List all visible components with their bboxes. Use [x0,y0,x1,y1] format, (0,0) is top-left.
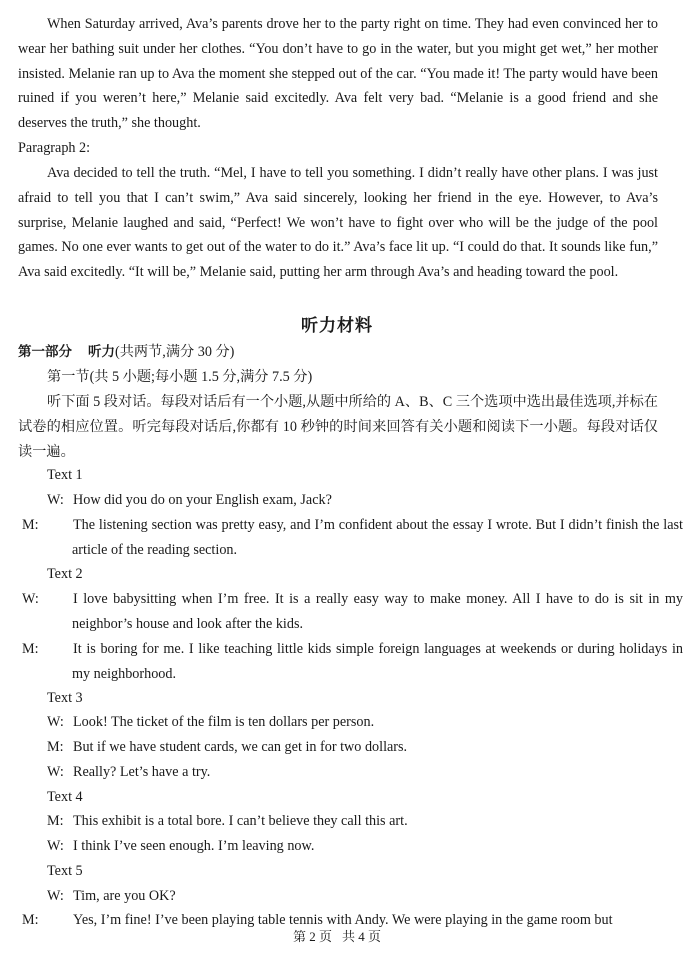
dialogue-text: Really? Let’s have a try. [73,764,211,780]
text-1-label: Text 1 [47,467,83,483]
dialogue-text: It is boring for me. I like teaching little kids simple foreign languages at weekends or during holidays in my neighborhood. [72,641,683,682]
dialogue-line [47,710,374,735]
part-name: 听力 [88,344,115,360]
dialogue-text: Tim, are you OK? [73,888,176,904]
page-number: 第 2 页 [292,929,332,944]
dialogue-line [47,735,407,760]
dialogue-text: I love babysitting when I’m free. It is a really easy way to make money. All I have to do is sit in my neighbor’s house and look after the kids. [72,591,683,632]
speaker-label: M: [47,739,64,755]
speaker-label: W: [47,764,64,780]
text-3-label: Text 3 [47,690,83,706]
dialogue-line [47,809,408,834]
text-2-label: Text 2 [47,566,83,582]
speaker-label: M: [22,641,39,657]
speaker-label: W: [47,492,64,508]
dialogue-text: How did you do on your English exam, Jack? [73,492,332,508]
page-footer [0,927,674,947]
dialogue-line [47,884,176,909]
dialogue-text: But if we have student cards, we can get in for two dollars. [73,739,408,755]
part-detail: (共两节,满分 30 分) [115,344,235,360]
story-paragraph-2: Ava decided to tell the truth. “Mel, I have to tell you something. I didn’t really have other plans. I was just afraid to tell you that I can’t swim,” Ava said sincerely, looking her friend in the eye. However, to Ava’s surprise, Melanie laughed and said, “Perfect! We won’t have to fight over who will be the judge of the pool games. No one ever wants to get out of the water to do it.” Ava’s face lit up. “I could do that. It sounds like fun,” Ava said excitedly. “It will be,” Melanie said, putting her arm through Ava’s and heading toward the pool. [18,165,658,281]
dialogue-line [47,488,332,513]
section-one-heading: 第一节(共 5 小题;每小题 1.5 分,满分 7.5 分) [47,369,313,385]
speaker-label: M: [22,912,39,928]
dialogue-line [47,834,314,859]
speaker-label: W: [22,591,39,607]
part-one-heading [18,340,234,365]
story-paragraph-1: When Saturday arrived, Ava’s parents drove her to the party right on time. They had even convinced her to wear her bathing suit under her clothes. “You don’t have to go in the water, but you might get wet,” her mother insisted. Melanie ran up to Ava the moment she stepped out of the car. “You made it! The party would have been ruined if you weren’t here,” Melanie said excitedly. Ava felt very bad. “Melanie is a good friend and she deserves the truth,” she thought. [18,16,658,132]
paragraph-2-label: Paragraph 2: [18,140,91,156]
speaker-label: M: [22,517,39,533]
dialogue-text: Yes, I’m fine! I’ve been playing table tennis with Andy. We were playing in the game room but [73,912,613,928]
dialogue-line [22,637,683,687]
dialogue-text: I think I’ve seen enough. I’m leaving now. [73,838,315,854]
speaker-label: W: [47,888,64,904]
page-total: 共 4 页 [342,929,382,944]
text-5-label: Text 5 [47,863,83,879]
dialogue-line [22,587,683,637]
speaker-label: M: [47,813,64,829]
dialogue-text: This exhibit is a total bore. I can’t believe they call this art. [73,813,408,829]
dialogue-line [47,760,210,785]
speaker-label: W: [47,714,64,730]
listening-material-title: 听力材料 [301,316,373,336]
part-title: 第一部分 [18,344,72,360]
dialogue-line [22,513,683,563]
listening-instructions: 听下面 5 段对话。每段对话后有一个小题,从题中所给的 A、B、C 三个选项中选出最佳选项,并标在试卷的相应位置。听完每段对话后,你都有 10 秒钟的时间来回答有关小题和阅读下一小题。每段对话仅读一遍。 [18,394,658,460]
speaker-label: W: [47,838,64,854]
text-4-label: Text 4 [47,789,83,805]
dialogue-text: Look! The ticket of the film is ten dollars per person. [73,714,375,730]
dialogue-text: The listening section was pretty easy, and I’m confident about the essay I wrote. But I didn’t finish the last article of the reading section. [72,517,683,558]
